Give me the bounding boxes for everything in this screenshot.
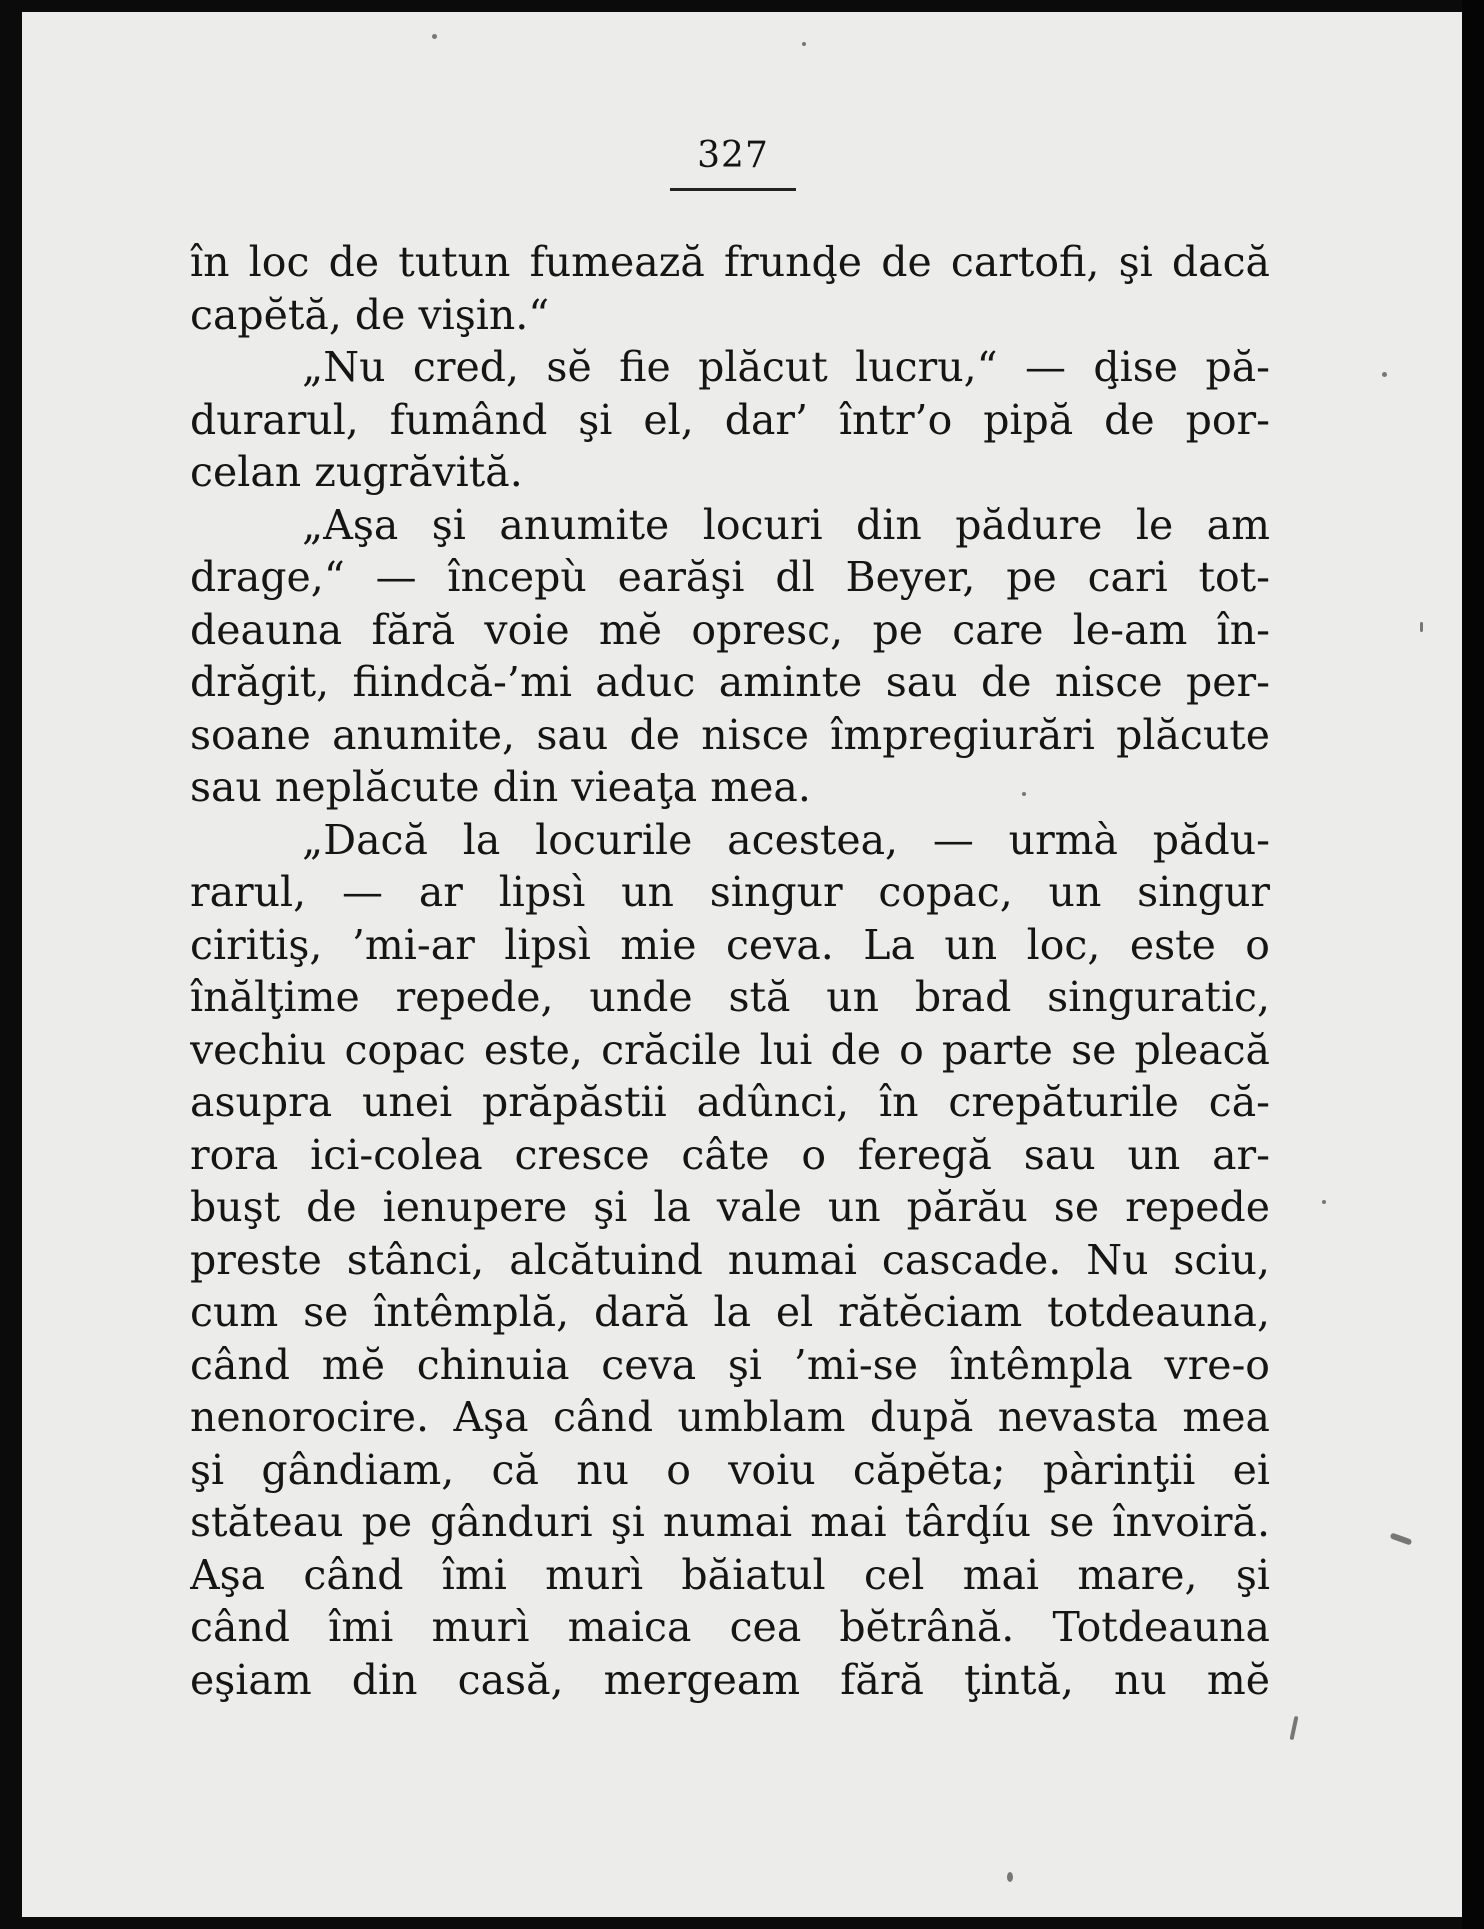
book-page — [22, 12, 1462, 1917]
text-line: sau neplăcute din vieaţa mea. — [190, 763, 811, 811]
text-line: drage,“ — începù earăşi dl Beyer, pe cari tot- — [190, 553, 1270, 601]
text-line: rarul, — ar lipsì un singur copac, un singur — [190, 868, 1270, 916]
text-line: înălţime repede, unde stă un brad singuratic, — [190, 973, 1270, 1021]
paper-speck — [802, 42, 806, 46]
paper-speck — [432, 34, 437, 39]
text-line: şi gândiam, că nu o voiu căpĕta; pàrinţii ei — [190, 1445, 1270, 1494]
text-line: asupra unei prăpăstii adûnci, în crepăturile că- — [190, 1078, 1270, 1126]
text-line: „Nu cred, sĕ fie plăcut lucru,“ — ḑise pă- — [302, 343, 1270, 391]
body-text — [190, 236, 1270, 1706]
paper-speck — [1382, 372, 1387, 377]
text-line: când îmi murì maica cea bĕtrână. Totdeauna — [190, 1603, 1270, 1651]
text-line: preste stânci, alcătuind numai cascade. Nu sciu, — [190, 1235, 1270, 1284]
text-line: soane anumite, sau de nisce împregiurări plăcute — [190, 710, 1270, 759]
text-line: Aşa când îmi murì băiatul cel mai mare, şi — [190, 1550, 1270, 1599]
text-line: „Dacă la locurile acestea, — urmà pădu- — [302, 815, 1270, 864]
paper-speck — [1322, 1200, 1326, 1204]
text-line: ciritiş, ’mi-ar lipsì mie ceva. La un loc, este o — [190, 920, 1270, 969]
text-line: când mĕ chinuia ceva şi ’mi-se întêmpla vre-o — [190, 1340, 1270, 1389]
paper-speck — [1420, 622, 1423, 632]
text-line: „Aşa şi anumite locuri din pădure le am — [302, 500, 1270, 549]
paper-speck — [1007, 1872, 1013, 1882]
text-line: durarul, fumând şi el, dar’ într’o pipă de por- — [190, 395, 1270, 444]
text-line: vechiu copac este, crăcile lui de o parte se pleacă — [190, 1025, 1270, 1074]
text-line: deauna fără voie mĕ opresc, pe care le-am în- — [190, 605, 1270, 654]
page-number-underline — [670, 188, 796, 191]
text-line: în loc de tutun fumează frunḑe de cartofi, şi dacă — [190, 238, 1270, 286]
paper-speck — [1022, 792, 1026, 796]
text-line: capĕtă, de vişin.“ — [190, 290, 550, 339]
text-line: drăgit, fiindcă-’mi aduc aminte sau de nisce per- — [190, 658, 1270, 706]
paper-speck — [1390, 1532, 1413, 1545]
text-line: cum se întêmplă, dară la el rătĕciam totdeauna, — [190, 1288, 1270, 1336]
text-line: rora ici-colea cresce câte o feregă sau un ar- — [190, 1130, 1270, 1179]
text-line: celan zugrăvită. — [190, 448, 523, 496]
text-line: nenorocire. Aşa când umblam după nevasta mea — [190, 1393, 1270, 1441]
page-number: 327 — [697, 135, 769, 176]
paper-speck — [1290, 1716, 1299, 1740]
page-edge-shadow — [1462, 0, 1484, 1929]
text-line: eşiam din casă, mergeam fără ţintă, nu mĕ — [190, 1655, 1270, 1704]
text-line: buşt de ienupere şi la vale un părău se repede — [190, 1183, 1270, 1231]
text-line: stăteau pe gânduri şi numai mai târḑíu se învoiră. — [190, 1498, 1270, 1546]
